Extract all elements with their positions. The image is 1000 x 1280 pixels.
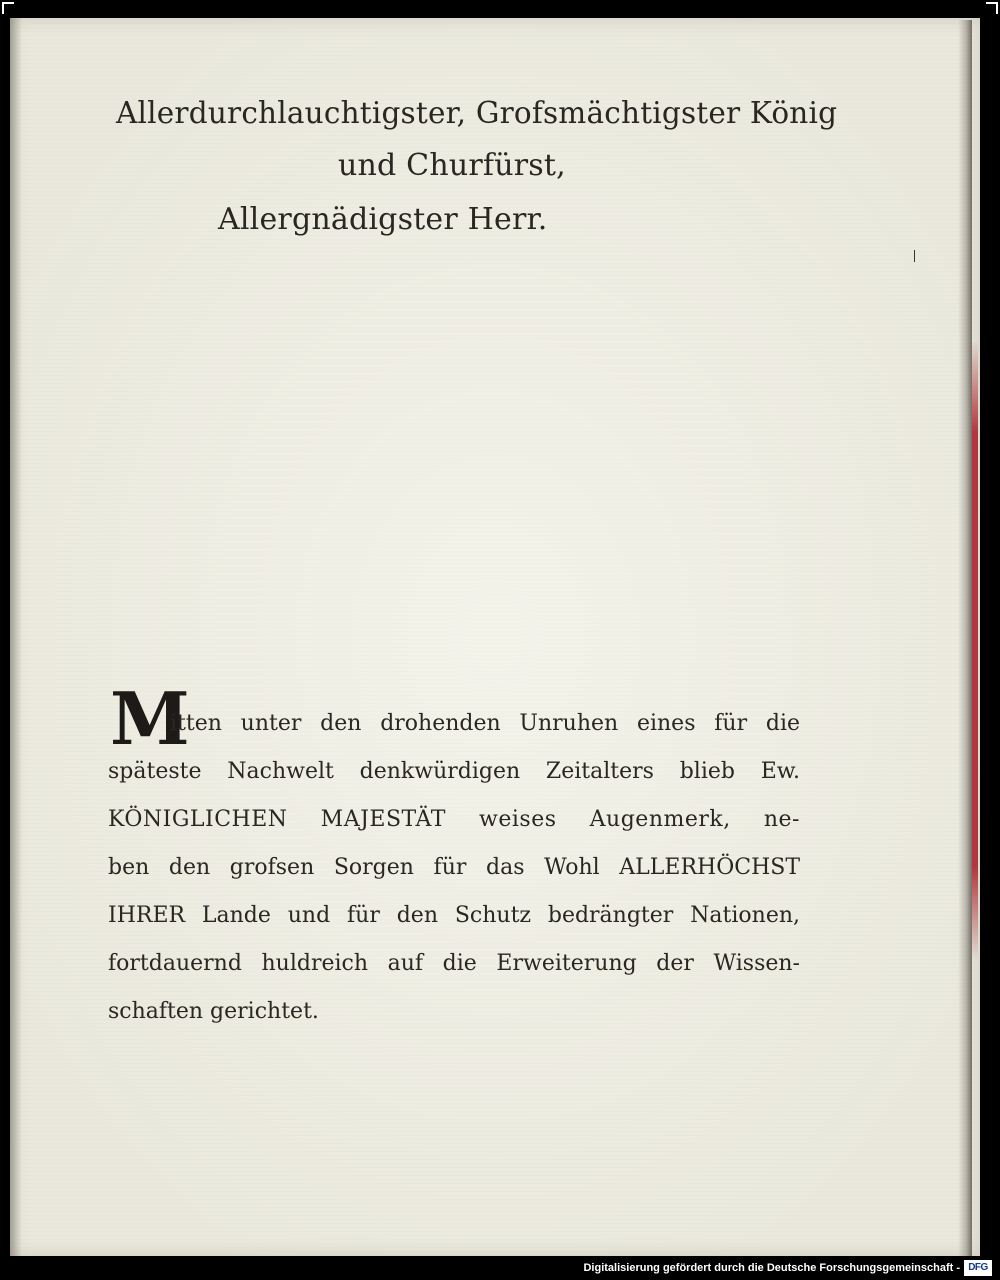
crop-mark-top-left xyxy=(2,2,14,14)
paragraph-line: KÖNIGLICHEN MAJESTÄT weises Augenmerk, ne- xyxy=(108,807,800,832)
salutation-line-1: Allerdurchlauchtigster, Grofsmächtigster König xyxy=(116,96,838,130)
page-edge-shadow xyxy=(958,20,972,1256)
paragraph-line: schaften gerichtet. xyxy=(108,999,319,1024)
funding-credit: Digitalisierung gefördert durch die Deutsche Forschungsgemeinschaft - xyxy=(583,1262,960,1274)
crop-mark-top-right xyxy=(986,2,998,14)
page-gutter-shadow xyxy=(10,18,22,1256)
paragraph-line: itten unter den drohenden Unruhen eines für die xyxy=(170,711,800,736)
red-page-edge xyxy=(972,340,978,960)
dedication-paragraph xyxy=(108,700,800,1036)
drop-capital: M xyxy=(110,676,190,761)
paragraph-line: ben den grofsen Sorgen für das Wohl ALLERHÖCHST xyxy=(108,855,800,880)
paragraph-line: späteste Nachwelt denkwürdigen Zeitalters blieb Ew. xyxy=(108,759,800,784)
dfg-logo-icon: DFG xyxy=(964,1260,992,1276)
margin-mark xyxy=(914,250,915,262)
paragraph-line: fortdauernd huldreich auf die Erweiterung der Wissen- xyxy=(108,951,800,976)
salutation-line-3: Allergnädigster Herr. xyxy=(218,202,548,237)
paragraph-line: IHRER Lande und für den Schutz bedrängter Nationen, xyxy=(108,903,800,928)
salutation-line-2: und Churfürst, xyxy=(338,148,566,183)
